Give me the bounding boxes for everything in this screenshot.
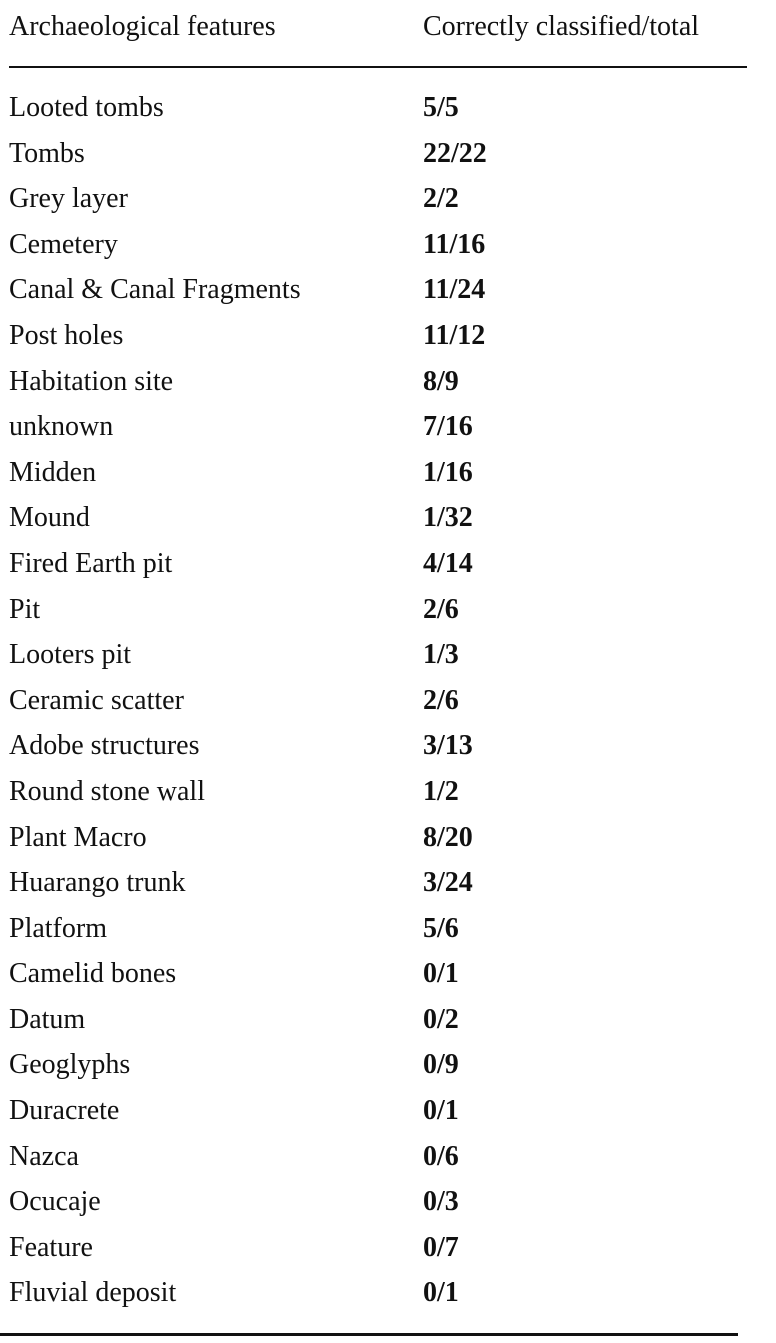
- feature-name-cell: Pit: [9, 593, 41, 625]
- feature-name-cell: Fired Earth pit: [9, 547, 173, 579]
- table-row: [9, 1134, 747, 1180]
- table-row: [9, 587, 747, 633]
- classified-total-cell: 1/16: [423, 456, 473, 488]
- classified-total-cell: 11/24: [423, 274, 486, 306]
- table-row: [9, 85, 747, 131]
- table-row: [9, 313, 747, 359]
- feature-name-cell: Cemetery: [9, 228, 118, 260]
- classified-total-cell: 0/1: [423, 1095, 459, 1127]
- classified-total-cell: 0/2: [423, 1003, 459, 1035]
- classified-total-cell: 5/6: [423, 912, 459, 944]
- feature-name-cell: Looted tombs: [9, 92, 164, 123]
- table-row: [9, 632, 747, 678]
- header-archaeological-features: Archaeological features: [9, 11, 276, 42]
- table-body: [9, 85, 747, 1316]
- table-row: [9, 815, 747, 861]
- feature-name-cell: Tombs: [9, 137, 85, 169]
- feature-name-cell: Datum: [9, 1003, 86, 1035]
- table-row: [9, 906, 747, 952]
- classified-total-cell: 7/16: [423, 411, 473, 443]
- feature-name-cell: Geoglyphs: [9, 1049, 131, 1081]
- table-row: [9, 222, 747, 268]
- classified-total-cell: 11/12: [423, 319, 486, 351]
- feature-name-cell: Looters pit: [9, 639, 132, 671]
- classified-total-cell: 1/2: [423, 775, 459, 807]
- table-row: [9, 267, 747, 313]
- classified-total-cell: 11/16: [423, 228, 486, 260]
- table-row: [9, 1042, 747, 1088]
- table-row: [9, 131, 747, 177]
- classified-total-cell: 0/9: [423, 1049, 459, 1081]
- feature-name-cell: Grey layer: [9, 183, 128, 215]
- classified-total-cell: 1/32: [423, 502, 473, 534]
- table-row: [9, 1088, 747, 1134]
- header-correctly-classified-total: Correctly classified/total: [423, 11, 700, 42]
- classified-total-cell: 1/3: [423, 639, 459, 671]
- table-row: [9, 1179, 747, 1225]
- feature-name-cell: Plant Macro: [9, 821, 147, 853]
- feature-name-cell: Ocucaje: [9, 1186, 101, 1218]
- feature-name-cell: Feature: [9, 1231, 93, 1263]
- classified-total-cell: 0/1: [423, 958, 459, 990]
- table-row: [9, 450, 747, 496]
- table-row: [9, 1225, 747, 1271]
- feature-name-cell: unknown: [9, 411, 114, 443]
- table-row: [9, 1270, 747, 1316]
- feature-name-cell: Habitation site: [9, 365, 174, 397]
- table-row: [9, 495, 747, 541]
- feature-name-cell: Platform: [9, 912, 107, 944]
- table-row: [9, 541, 747, 587]
- feature-name-cell: Midden: [9, 456, 97, 488]
- table-row: [9, 678, 747, 724]
- feature-name-cell: Adobe structures: [9, 730, 200, 762]
- table-row: [9, 176, 747, 222]
- classified-total-cell: 8/20: [423, 821, 473, 853]
- classified-total-cell: 3/24: [423, 867, 473, 899]
- feature-name-cell: Mound: [9, 502, 90, 534]
- classified-total-cell: 0/6: [423, 1140, 459, 1172]
- feature-name-cell: Nazca: [9, 1140, 79, 1172]
- table-row: [9, 769, 747, 815]
- feature-name-cell: Camelid bones: [9, 958, 177, 990]
- feature-name-cell: Canal & Canal Fragments: [9, 274, 301, 306]
- table-header: [9, 0, 747, 68]
- feature-name-cell: Post holes: [9, 319, 124, 351]
- classified-total-cell: 2/2: [423, 183, 459, 215]
- classified-total-cell: 4/14: [423, 547, 473, 579]
- classified-total-cell: 3/13: [423, 730, 473, 762]
- feature-name-cell: Duracrete: [9, 1095, 120, 1127]
- classified-total-cell: 0/1: [423, 1277, 459, 1309]
- classified-total-cell: 2/6: [423, 593, 459, 625]
- table-row: [9, 359, 747, 405]
- classified-total-cell: 0/7: [423, 1231, 459, 1263]
- feature-name-cell: Ceramic scatter: [9, 684, 184, 716]
- table-row: [9, 860, 747, 906]
- table-row: [9, 997, 747, 1043]
- classified-total-cell: 8/9: [423, 365, 459, 397]
- feature-name-cell: Huarango trunk: [9, 867, 186, 899]
- table-row: [9, 404, 747, 450]
- classified-total-cell: 0/3: [423, 1186, 459, 1218]
- classified-total-cell: 22/22: [423, 137, 487, 169]
- table-row: [9, 723, 747, 769]
- table-bottom-rule: [0, 1333, 738, 1336]
- table-row: [9, 951, 747, 997]
- feature-name-cell: Round stone wall: [9, 775, 205, 807]
- classified-total-cell: 5/5: [423, 92, 459, 123]
- classification-table: [9, 0, 747, 1309]
- classified-total-cell: 2/6: [423, 684, 459, 716]
- feature-name-cell: Fluvial deposit: [9, 1277, 177, 1309]
